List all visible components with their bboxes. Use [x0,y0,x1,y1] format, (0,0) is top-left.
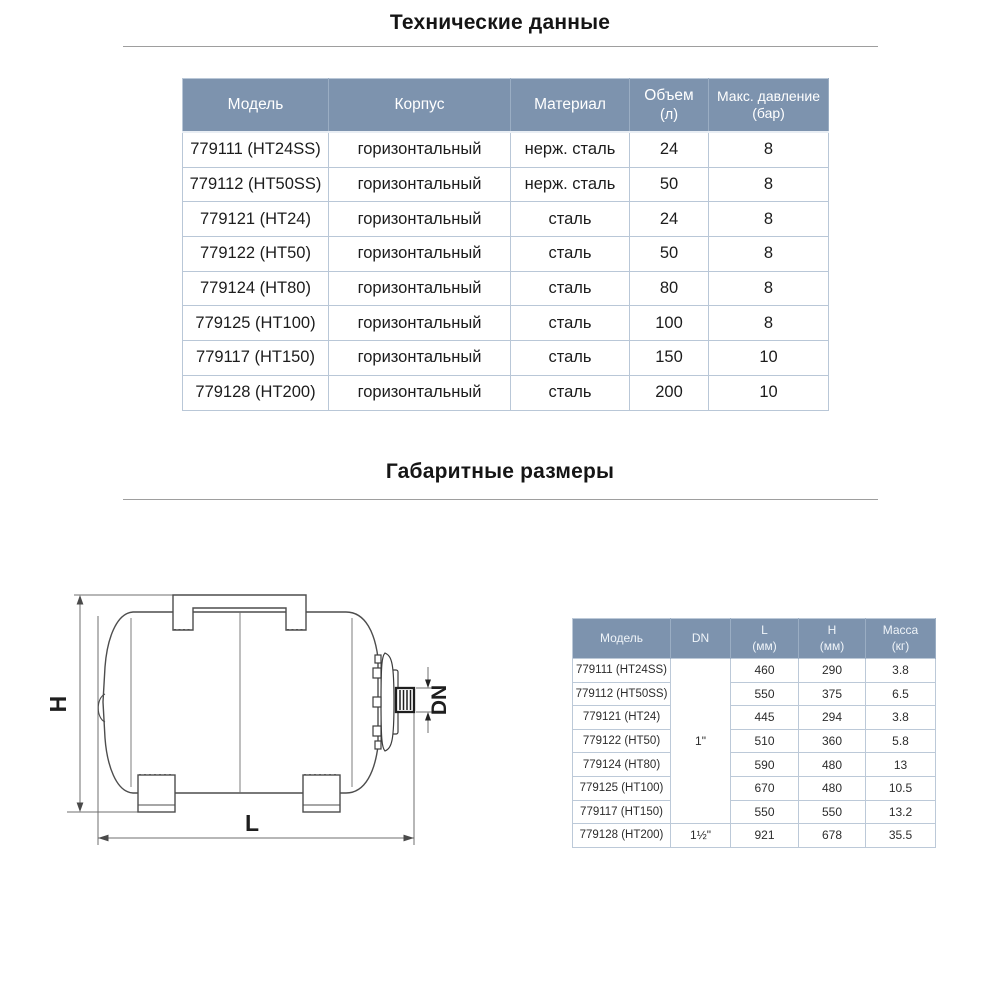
mass-cell: 5.8 [866,729,936,753]
body-cell: горизонтальный [329,202,511,237]
table-header-row [573,619,936,659]
table-row [573,824,936,848]
body-cell: горизонтальный [329,132,511,167]
pressure-cell: 8 [709,132,829,167]
col-header-dn: DN [671,619,731,659]
divider-line [123,499,878,500]
material-cell: сталь [511,341,630,376]
model-cell: 779111 (HT24SS) [183,132,329,167]
height-cell: 290 [799,659,866,683]
table-row [183,202,829,237]
body-cell: горизонтальный [329,341,511,376]
model-cell: 779112 (HT50SS) [573,682,671,706]
pressure-cell: 8 [709,237,829,272]
model-cell: 779112 (HT50SS) [183,167,329,202]
dimensions-title: Габаритные размеры [385,460,615,483]
col-header-length: L (мм) [731,619,799,659]
divider-line [123,46,878,47]
volume-cell: 150 [630,341,709,376]
height-dimension-label: H [45,695,71,713]
length-cell: 921 [731,824,799,848]
table-row [573,682,936,706]
mass-cell: 3.8 [866,659,936,683]
col-header-body: Корпус [329,79,511,133]
body-cell: горизонтальный [329,167,511,202]
volume-cell: 80 [630,271,709,306]
height-cell: 375 [799,682,866,706]
volume-cell: 100 [630,306,709,341]
col-header-material: Материал [511,79,630,133]
model-cell: 779117 (HT150) [183,341,329,376]
technical-data-title: Технические данные [389,11,611,34]
pressure-cell: 8 [709,167,829,202]
length-cell: 460 [731,659,799,683]
volume-cell: 200 [630,375,709,410]
material-cell: нерж. сталь [511,167,630,202]
table-row [573,800,936,824]
dn-dimension-label: DN [428,684,451,716]
height-cell: 480 [799,753,866,777]
body-cell: горизонтальный [329,271,511,306]
model-cell: 779111 (HT24SS) [573,659,671,683]
length-cell: 670 [731,776,799,800]
length-cell: 550 [731,800,799,824]
height-cell: 360 [799,729,866,753]
mass-cell: 3.8 [866,706,936,730]
table-row [573,659,936,683]
model-cell: 779121 (HT24) [183,202,329,237]
volume-cell: 50 [630,167,709,202]
volume-cell: 50 [630,237,709,272]
body-cell: горизонтальный [329,306,511,341]
table-row [573,753,936,777]
material-cell: сталь [511,306,630,341]
model-cell: 779124 (HT80) [183,271,329,306]
mass-cell: 13.2 [866,800,936,824]
body-cell: горизонтальный [329,237,511,272]
pressure-cell: 10 [709,375,829,410]
pressure-cell: 8 [709,271,829,306]
table-row [573,706,936,730]
pressure-cell: 10 [709,341,829,376]
table-row [183,271,829,306]
table-row [183,132,829,167]
material-cell: сталь [511,271,630,306]
volume-cell: 24 [630,202,709,237]
material-cell: сталь [511,202,630,237]
col-header-volume: Объем (л) [630,79,709,133]
col-header-height: H (мм) [799,619,866,659]
material-cell: сталь [511,237,630,272]
model-cell: 779121 (HT24) [573,706,671,730]
body-cell: горизонтальный [329,375,511,410]
dn-merged-cell: 1" [671,659,731,824]
technical-data-table [182,78,829,411]
dimensions-table [572,618,936,848]
table-row [183,167,829,202]
height-cell: 480 [799,776,866,800]
material-cell: сталь [511,375,630,410]
col-header-model: Модель [183,79,329,133]
model-cell: 779122 (HT50) [573,729,671,753]
table-row [183,341,829,376]
length-dimension-label: L [244,810,260,836]
tank-body [98,612,378,793]
tank-dimension-drawing [40,552,500,872]
mass-cell: 13 [866,753,936,777]
length-cell: 590 [731,753,799,777]
model-cell: 779124 (HT80) [573,753,671,777]
table-row [183,306,829,341]
table-row [573,776,936,800]
table-row [573,729,936,753]
volume-cell: 24 [630,132,709,167]
table-row [183,375,829,410]
model-cell: 779125 (HT100) [183,306,329,341]
model-cell: 779122 (HT50) [183,237,329,272]
mass-cell: 35.5 [866,824,936,848]
connection-flange [373,653,398,751]
length-cell: 445 [731,706,799,730]
col-header-model: Модель [573,619,671,659]
dn-cell: 1½" [671,824,731,848]
material-cell: нерж. сталь [511,132,630,167]
mass-cell: 10.5 [866,776,936,800]
table-row [183,237,829,272]
length-cell: 510 [731,729,799,753]
height-cell: 294 [799,706,866,730]
mass-cell: 6.5 [866,682,936,706]
threaded-stub [396,688,414,712]
pressure-cell: 8 [709,202,829,237]
height-cell: 550 [799,800,866,824]
pressure-cell: 8 [709,306,829,341]
model-cell: 779117 (HT150) [573,800,671,824]
model-cell: 779128 (HT200) [183,375,329,410]
table-header-row [183,79,829,133]
model-cell: 779125 (HT100) [573,776,671,800]
col-header-mass: Масса (кг) [866,619,936,659]
length-cell: 550 [731,682,799,706]
model-cell: 779128 (HT200) [573,824,671,848]
height-cell: 678 [799,824,866,848]
col-header-max-pressure: Макс. давление (бар) [709,79,829,133]
